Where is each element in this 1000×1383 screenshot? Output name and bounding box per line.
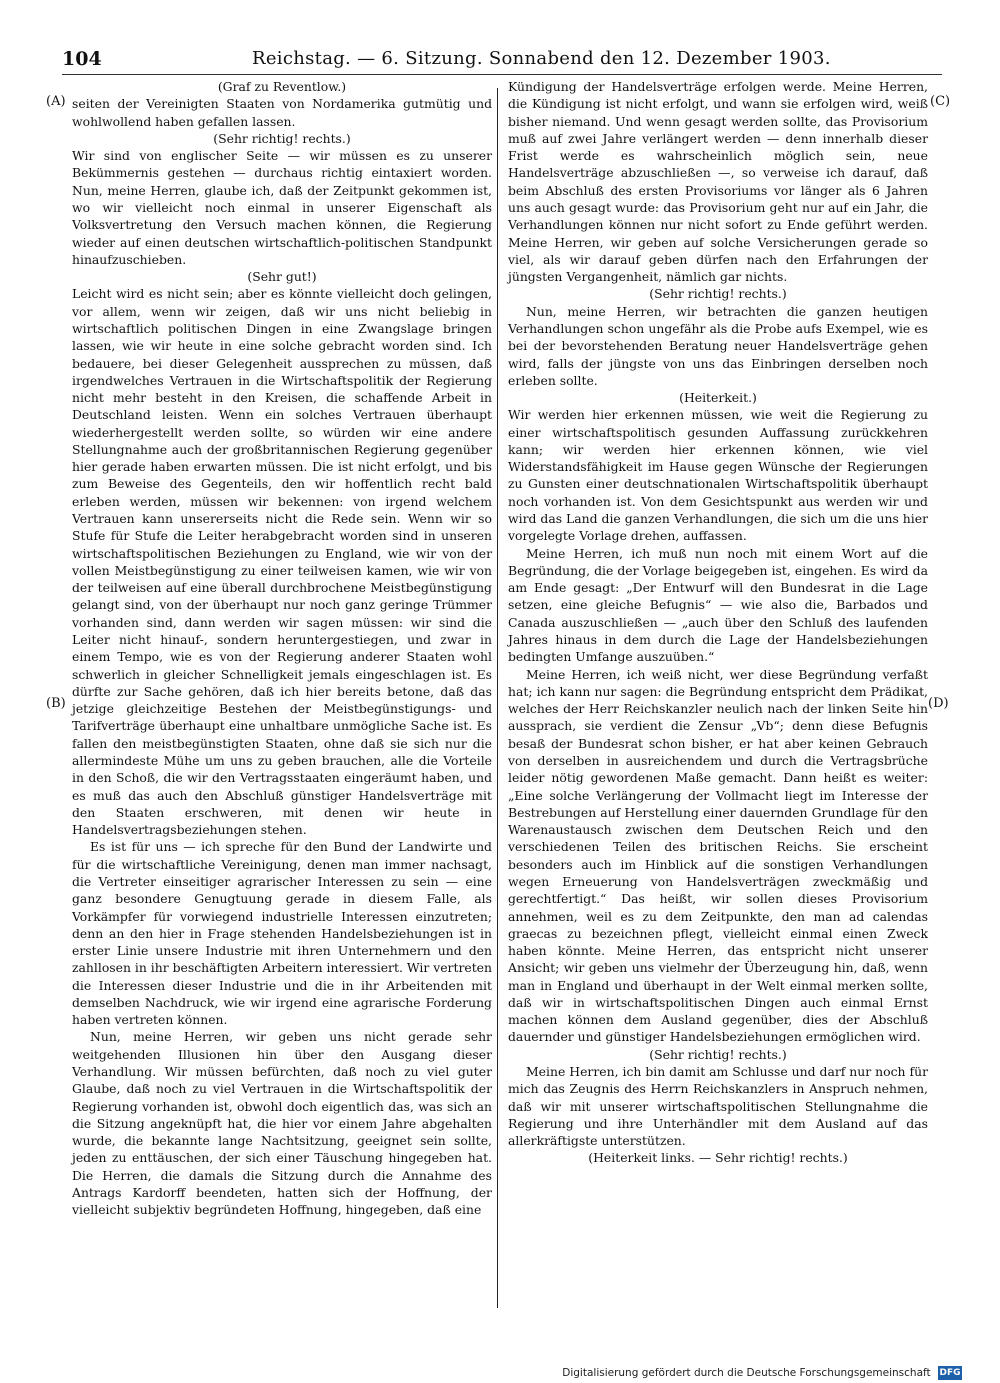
paragraph: Meine Herren, ich bin damit am Schlusse und darf nur noch für mich das Zeugnis des Herrn Reichskanzlers in Anspruch nehmen, daß wir mit unserer wirtschaftspolitischen Stellungnahme die Regierung und ihre Unterhändler mit dem Ausland auf das allerkräftigste unterstützen. (508, 1064, 928, 1149)
paragraph: Wir werden hier erkennen müssen, wie weit die Regierung zu einer wirtschaftspolitisch gesunden Auffassung zurückkehren kann; wir werden hier erkennen können, wie viel Widerstandsfähigkeit im Hause gegen Wünsche der Regierungen zu Gunsten einer deutschnationalen Wirtschaftspolitik überhaupt noch vorhanden ist. Von dem Gesichtspunkt aus werden wir und wird das Land die ganzen Verhandlungen, die sich um die uns hier vorgelegte Vorlage drehen, auffassen. (508, 407, 928, 544)
page-header (62, 44, 942, 75)
margin-letter-a: (A) (46, 94, 66, 109)
paragraph: Meine Herren, ich weiß nicht, wer diese Begründung verfaßt hat; ich kann nur sagen: die Begründung entspricht dem Prädikat, welches der Herr Reichskanzler neulich nach der linken Seite hin aussprach, sie verdient die Zensur „Vb“; denn diese Befugnis besaß der Bundesrat schon bisher, er hat aber keinen Gebrauch von derselben in ausreichendem und durch die Vertragsbrüche leider nötig gewordenen Maße gemacht. Dann heißt es weiter: „Eine solche Verlängerung der Vollmacht liegt im Interesse der Bestrebungen auf Herstellung einer dauernden Grundlage für den Warenaustausch zwischen dem Deutschen Reich und den verschiedenen Teilen des britischen Reichs. Sie erscheint besonders auch im Hinblick auf die sonstigen Verhandlungen wegen Erneuerung von Handelsverträgen zweckmäßig und gerechtfertigt.“ Das heißt, wir sollen dieses Provisorium annehmen, weil es zu dem Zeitpunkte, den man ad calendas graecas zu bezeichnen pflegt, vielleicht einmal einen Zweck haben könnte. Meine Herren, das entspricht nicht unserer Ansicht; wir geben uns vielmehr der Überzeugung hin, daß, wenn man in England und überhaupt in der Welt einmal merken sollte, daß wir in wirtschaftspolitischen Dingen auch einmal Ernst machen können dem Ausland gegenüber, dies der Abschluß dauernder und günstiger Handelsbeziehungen ermöglichen wird. (508, 666, 928, 1045)
paragraph: seiten der Vereinigten Staaten von Nordamerika gutmütig und wohlwollend haben gefallen lassen. (72, 96, 492, 129)
margin-letter-c: (C) (930, 94, 951, 109)
interjection: (Graf zu Reventlow.) (217, 79, 347, 94)
paragraph: Nun, meine Herren, wir geben uns nicht gerade sehr weitgehenden Illusionen hin über den Ausgang dieser Verhandlung. Wir müssen befürchten, daß noch zu viel guter Glaube, daß noch zu viel Vertrauen in die Wirtschaftspolitik der Regierung vorhanden ist, obwohl doch eigentlich das, was sich an die Sitzung angeknüpft hat, die hier vor einem Jahre abgehalten wurde, die bekannte lange Nachtsitzung, geeignet sein sollte, jeden zu enttäuschen, der sich einer Täuschung hingegeben hat. Die Herren, die damals die Sitzung durch die Annahme des Antrags Kardorff beendeten, hatten sich der Hoffnung, der vielleicht subjektiv begründeten Hoffnung, hingegeben, daß eine (72, 1029, 492, 1218)
paragraph: Nun, meine Herren, wir betrachten die ganzen heutigen Verhandlungen schon ungefähr als die Probe aufs Exempel, wie es bei der bevorstehenden Beratung neuer Handelsverträge gehen wird, falls der jüngste von uns das Einbringen derselben noch erleben sollte. (508, 303, 928, 388)
running-title: Reichstag. — 6. Sitzung. Sonnabend den 12. Dezember 1903. (252, 48, 831, 69)
paragraph: Es ist für uns — ich spreche für den Bund der Landwirte und für die wirtschaftliche Vereinigung, denen man immer nachsagt, die Vertreter einseitiger agrarischer Interessen zu sein — eine ganz besondere Genugtuung gerade in diesem Falle, als Vorkämpfer für vorwiegend industrielle Interessen einzutreten; denn an den hier in Frage stehenden Handelsbeziehungen ist in erster Linie unsere Industrie mit ihren Unternehmern und den zahllosen in ihr beschäftigten Arbeitern interessiert. Wir vertreten die Interessen dieser Industrie und die in ihr Arbeitenden mit demselben Nachdruck, wie wir irgend eine agrarische Forderung haben vertreten können. (72, 839, 492, 1028)
paragraph: Meine Herren, ich muß nun noch mit einem Wort auf die Begründung, die der Vorlage beigegeben ist, eingehen. Es wird da am Ende gesagt: „Der Entwurf will den Bundesrat in die Lage setzen, eine gleiche Befugnis“ — wie also die, Barbados und Canada auszuschließen — „auch über den Schluß des laufenden Jahres hinaus in dem durch die Lage der Handelsbeziehungen bedingten Umfange auszuüben.“ (508, 545, 928, 665)
left-column (72, 78, 492, 1219)
interjection: (Heiterkeit.) (679, 390, 757, 406)
paragraph: Leicht wird es nicht sein; aber es könnte vielleicht doch gelingen, vor allem, wenn wir zeigen, daß wir uns nicht beliebig in wirtschaftlich politischen Dingen in eine Zwangslage bringen lassen, wie wir heute in eine solche gebracht worden sind. Ich bedauere, bei dieser Gelegenheit aussprechen zu müssen, daß irgendwelches Vertrauen in die Wirtschaftspolitik der Regierung nicht mehr besteht in den Kreisen, die schaffende Arbeit in Deutschland leisten. Wenn ein solches Vertrauen überhaupt wiederhergestellt werden sollte, so würden wir eine andere Stellungnahme auch der großbritannischen Regierung gegenüber hier gerade haben erwarten müssen. Die ist nicht erfolgt, und bis zum Beweise des Gegenteils, den wir hoffentlich recht bald erleben werden, müssen wir bekennen: von irgend welchem Vertrauen kann unsererseits nicht die Rede sein. Wenn wir so Stufe für Stufe die Leiter herabgebracht worden sind in unseren wirtschaftspolitischen Beziehungen zu England, wie wir von der vollen Meistbegünstigung zu einer teilweisen kamen, wie wir von der teilweisen auf eine überall durchbrochene Meistbegünstigung gelangt sind, von der überhaupt nur noch ganz geringe Trümmer vorhanden sind, dann werden wir sagen müssen: wir sind die Leiter nicht hinauf-, sondern heruntergestiegen, und zwar in einem Tempo, wie es von der Regierung anderer Staaten wohl schwerlich in gleicher Schnelligkeit jemals eingeschlagen ist. Es dürfte zur Sache gehören, daß ich hier bereits betone, daß das jetzige gleichzeitige Bestehen der Meistbegünstigungs- und Tarifverträge überhaupt eine unhaltbare unmögliche Sache ist. Es fallen den meistbegünstigten Staaten, ohne daß sie sich nur die allermindeste Mühe um uns zu geben brauchen, alle die Vorteile in den Schoß, die wir den Vertragsstaaten eingeräumt haben, und es muß das auch den Abschluß günstiger Handelsverträge mit den Staaten erschweren, mit denen wir heute in Handelsvertragsbeziehungen stehen. (72, 286, 492, 838)
interjection: (Sehr richtig! rechts.) (649, 1046, 787, 1062)
footer-text: Digitalisierung gefördert durch die Deutsche Forschungsgemeinschaft (562, 1367, 931, 1379)
right-column (508, 78, 928, 1167)
interjection: (Heiterkeit links. — Sehr richtig! rechts.) (588, 1150, 848, 1166)
margin-letter-b: (B) (46, 696, 66, 711)
dfg-logo: DFG (939, 1368, 961, 1378)
interjection: (Sehr gut!) (247, 269, 317, 285)
interjection: (Sehr richtig! rechts.) (213, 130, 351, 146)
paragraph: Kündigung der Handelsverträge erfolgen werde. Meine Herren, die Kündigung ist nicht erfolgt, und wann sie erfolgen wird, weiß bisher niemand. Und wenn gesagt werden sollte, das Provisorium muß auf zwei Jahre verlängert werden — denn innerhalb dieser Frist werde es wahrscheinlich möglich sein, neue Handelsverträge abzuschließen —, so verweise ich darauf, daß beim Abschluß des ersten Provisoriums vor länger als 6 Jahren uns auch gesagt wurde: das Provisorium geht nur auf ein Jahr, die Verhandlungen können nur nicht sofort zu Ende geführt werden. Meine Herren, wir geben auf solche Versicherungen gerade so viel, als wir darauf geben dürfen nach den Erfahrungen der jüngsten Vergangenheit, nämlich gar nichts. (508, 79, 928, 285)
margin-letter-d: (D) (928, 696, 949, 711)
column-divider (497, 88, 498, 1308)
interjection: (Sehr richtig! rechts.) (649, 286, 787, 302)
page-footer (562, 1366, 962, 1380)
page-number: 104 (62, 48, 102, 70)
paragraph: Wir sind von englischer Seite — wir müssen es zu unserer Bekümmernis gestehen — durchaus richtig eintaxiert worden. Nun, meine Herren, glaube ich, daß der Zeitpunkt gekommen ist, wo wir vielleicht noch einmal in unserer Eigenschaft als Volksvertretung den Versuch machen können, die Regierung wieder auf einen deutschen wirtschaftlich-politischen Standpunkt hinaufzuschieben. (72, 148, 492, 267)
